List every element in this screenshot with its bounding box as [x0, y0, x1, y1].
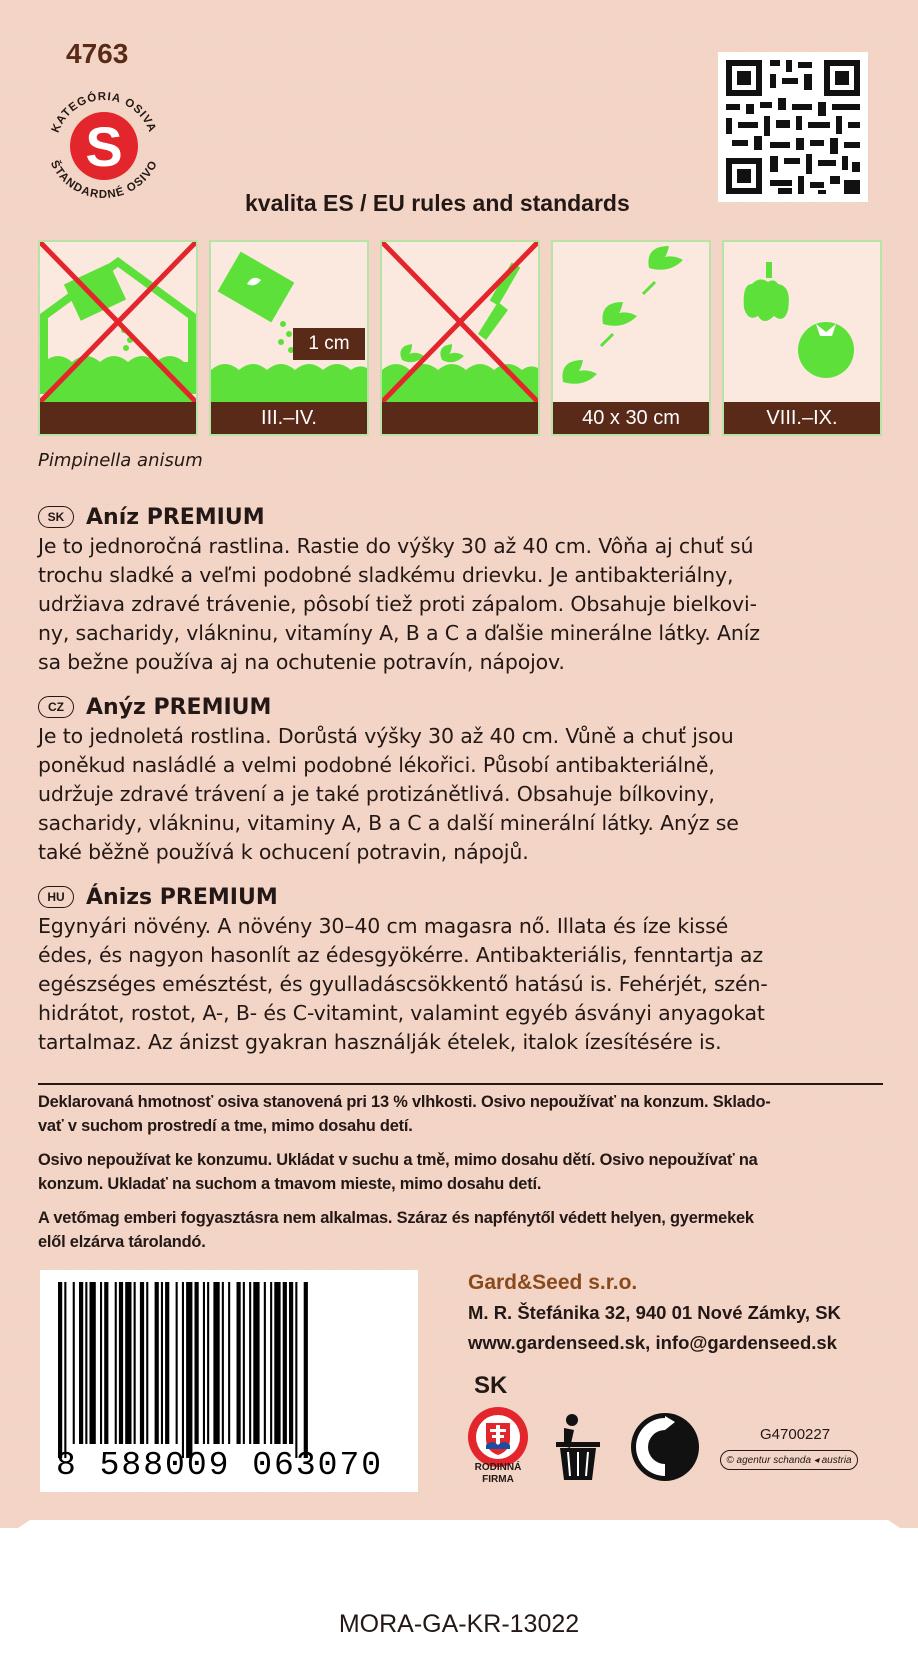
barcode-bar: [155, 1282, 159, 1444]
direct-sowing-icon: [211, 242, 367, 402]
harvest-icon: [724, 242, 880, 402]
transplanting-label: [382, 402, 538, 434]
barcode-bar: [176, 1282, 178, 1444]
barcode-bar: [125, 1282, 131, 1444]
product-code: G4700227: [760, 1426, 831, 1443]
storage-note-sk: [38, 1090, 883, 1138]
section-cz: [38, 692, 883, 867]
family-firm-label: RODINNÁ FIRMA: [474, 1462, 522, 1485]
barcode-bar: [304, 1282, 308, 1458]
barcode-bar: [186, 1282, 192, 1458]
greenhouse-sowing-tile: [38, 240, 198, 436]
seal-letter: S: [85, 115, 123, 178]
qr-code-icon: [718, 52, 868, 202]
harvest-period-label: VIII.–IX.: [724, 402, 880, 434]
plant-spacing-icon: [553, 242, 709, 402]
cultivation-icons: [38, 240, 883, 436]
harvest-tile: [722, 240, 882, 436]
text-line: trochu sladké a veľmi podobné sladkému drievku. Je antibakteriálny,: [38, 563, 734, 587]
seal-top-text: KATEGÓRIA OSIVA: [49, 90, 159, 135]
barcode-bar: [119, 1282, 123, 1444]
section-title-sk: Aníz PREMIUM: [86, 504, 265, 530]
company-name: Gard&Seed s.r.o.: [468, 1271, 638, 1294]
text-line: také běžně používá k ochucení potravin, nápojů.: [38, 840, 529, 864]
text-line: sa bežne používa aj na ochutenie potravín, nápojov.: [38, 650, 565, 674]
barcode-bar: [73, 1282, 75, 1444]
company-web: www.gardenseed.sk, info@gardenseed.sk: [468, 1332, 837, 1353]
barcode: [40, 1270, 418, 1492]
text-line: poněkud nasládlé a velmi podobné lékořici. Působí antibakteriálně,: [38, 753, 715, 777]
barcode-bar: [270, 1282, 272, 1444]
text-line: hidrátot, rostot, A-, B- és C-vitamint, valamint egyéb ásványi anyagokat: [38, 1001, 765, 1025]
company-info: [468, 1268, 841, 1358]
barcode-bar: [79, 1282, 83, 1444]
barcode-bar: [58, 1282, 62, 1458]
language-badge-cz: CZ: [38, 696, 74, 718]
barcode-bar: [104, 1282, 108, 1444]
transplanting-tile: [380, 240, 540, 436]
text-line: Egynyári növény. A növény 30–40 cm magasra nő. Illata és íze kissé: [38, 914, 729, 938]
plant-spacing-label: 40 x 30 cm: [553, 402, 709, 434]
barcode-bar: [222, 1282, 224, 1444]
print-code: MORA-GA-KR-13022: [338, 1610, 580, 1638]
storage-note-hu: [38, 1206, 883, 1254]
barcode-bar: [289, 1282, 293, 1444]
barcode-bar: [146, 1282, 148, 1444]
text-line: udržuje zdravé trávení a je také protizánětlivá. Obsahuje bílkoviny,: [38, 782, 715, 806]
barcode-bar: [115, 1282, 117, 1444]
section-title-cz: Anýz PREMIUM: [86, 694, 272, 720]
section-body-sk: [38, 532, 883, 677]
barcode-bar: [253, 1282, 259, 1444]
barcode-bar: [100, 1282, 102, 1444]
barcode-bar: [213, 1282, 219, 1444]
barcode-bar: [283, 1282, 287, 1444]
barcode-bar: [243, 1282, 245, 1444]
note-line: A vetőmag emberi fogyasztásra nem alkalmas. Száraz és napfénytől védett helyen, gyermekek: [38, 1209, 754, 1227]
barcode-bar: [85, 1282, 87, 1444]
language-badge-hu: HU: [38, 886, 74, 908]
barcode-bar: [161, 1282, 163, 1444]
transplanting-icon: [382, 242, 538, 402]
barcode-bar: [295, 1282, 297, 1458]
barcode-bar: [165, 1282, 169, 1444]
section-sk: [38, 502, 883, 677]
text-line: Je to jednoletá rostlina. Dorůstá výšky 30 až 40 cm. Vůně a chuť jsou: [38, 724, 734, 748]
direct-sowing-tile: [209, 240, 369, 436]
text-line: egészséges emésztést, és gyulladáscsökkentő hatású is. Fehérjét, szén-: [38, 972, 768, 996]
text-line: sacharidy, vlákninu, vitaminy A, B a C a další minerální látky. Anýz se: [38, 811, 739, 835]
plant-spacing-tile: [551, 240, 711, 436]
sowing-depth-label: 1 cm: [293, 328, 365, 360]
barcode-bar: [64, 1282, 66, 1458]
section-body-cz: [38, 722, 883, 867]
barcode-bar: [134, 1282, 136, 1444]
barcode-bar: [182, 1282, 184, 1458]
note-line: Deklarovaná hmotnosť osiva stanovená pri 13 % vlhkosti. Osivo nepoužívať na konzum. Sklado-: [38, 1093, 771, 1111]
section-body-hu: [38, 912, 883, 1057]
catalog-number: 4763: [66, 38, 129, 69]
note-line: vať v suchom prostredí a tme, mimo dosahu detí.: [38, 1117, 413, 1135]
note-line: konzum. Ukladať na suchom a tmavom mieste, mimo dosahu detí.: [38, 1175, 542, 1193]
green-dot-icon: [628, 1410, 702, 1484]
barcode-bar: [203, 1282, 205, 1444]
language-badge-sk: SK: [38, 506, 74, 528]
agency-mark: © agentur schanda ◂ austria: [720, 1450, 858, 1470]
barcode-bar: [195, 1282, 199, 1444]
seal-bottom-text: ŠTANDARDNÉ OSIVO: [47, 158, 161, 202]
company-address: M. R. Štefánika 32, 940 01 Nové Zámky, SK: [468, 1302, 841, 1323]
note-line: elől elzárva tárolandó.: [38, 1233, 206, 1251]
barcode-bar: [140, 1282, 144, 1444]
barcode-bar: [249, 1282, 251, 1444]
barcode-bar: [264, 1282, 266, 1444]
divider: [38, 1083, 883, 1085]
latin-name: Pimpinella anisum: [38, 450, 203, 471]
text-line: udržiava zdravé trávenie, pôsobí tiež proti zápalom. Obsahuje bielkovi-: [38, 592, 757, 616]
section-title-hu: Ánizs PREMIUM: [86, 884, 278, 910]
barcode-bar: [228, 1282, 230, 1444]
text-line: Je to jednoročná rastlina. Rastie do výšky 30 až 40 cm. Vôňa aj chuť sú: [38, 534, 754, 558]
note-line: Osivo nepoužívat ke konzumu. Ukládat v suchu a tmě, mimo dosahu dětí. Osivo nepoužívať na: [38, 1151, 758, 1169]
text-line: tartalmaz. Az ánizst gyakran használják ételek, italok ízesítésére is.: [38, 1030, 722, 1054]
sowing-period-label: III.–IV.: [211, 402, 367, 434]
recycle-bin-icon: [550, 1412, 608, 1484]
text-line: édes, és nagyon hasonlít az édesgyökérre. Antibakteriális, fenntartja az: [38, 943, 763, 967]
text-line: ny, sacharidy, vlákninu, vitamíny A, B a C a ďalšie minerálne látky. Aníz: [38, 621, 760, 645]
storage-note-cz-sk: [38, 1148, 883, 1196]
barcode-digits: 8 588009 063070: [56, 1447, 384, 1484]
barcode-bar: [274, 1282, 280, 1444]
barcode-bar: [90, 1282, 96, 1444]
barcode-bar: [207, 1282, 209, 1444]
country-label: SK: [474, 1372, 508, 1399]
greenhouse-sowing-icon: [40, 242, 196, 402]
greenhouse-sowing-label: [40, 402, 196, 434]
quality-standard: kvalita ES / EU rules and standards: [245, 190, 630, 216]
barcode-bar: [237, 1282, 241, 1444]
packet-bottom-strip: [0, 1528, 918, 1662]
section-hu: [38, 882, 883, 1057]
seed-category-seal-icon: [34, 70, 174, 210]
